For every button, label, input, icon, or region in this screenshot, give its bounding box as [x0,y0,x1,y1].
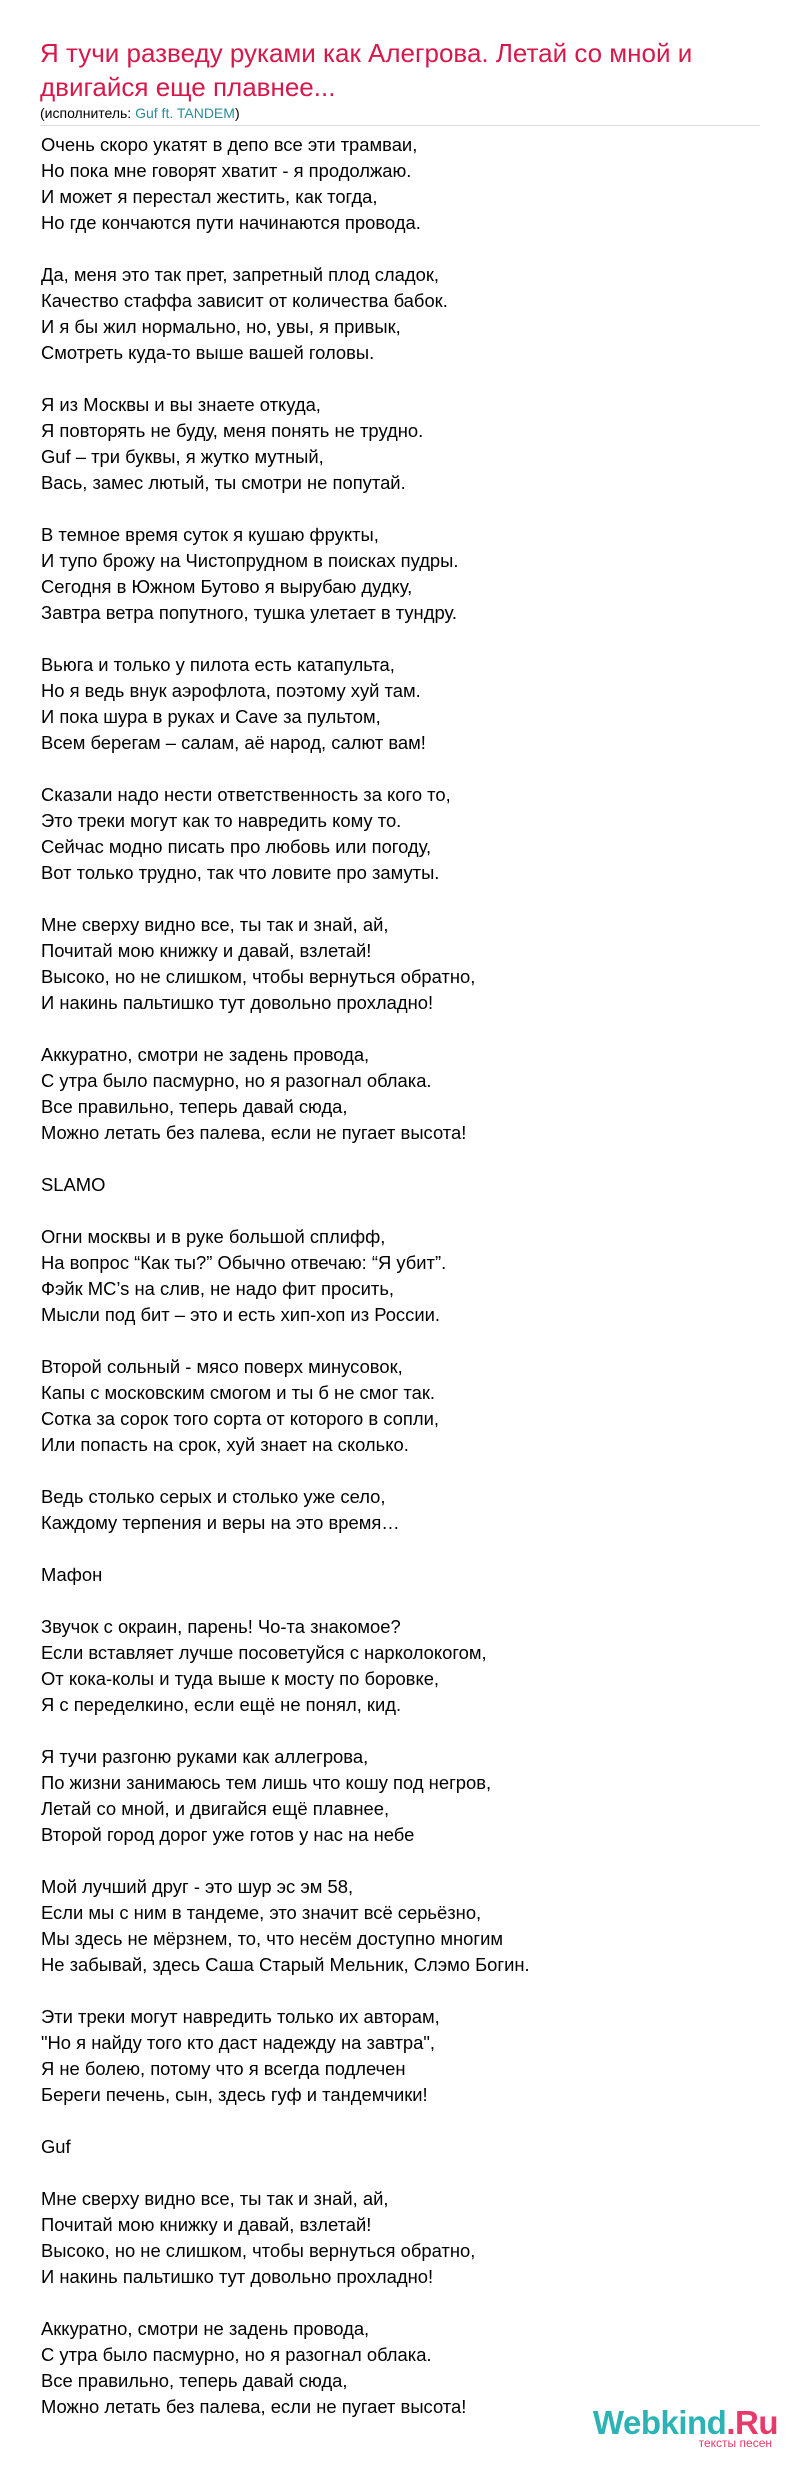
lyric-line: Guf – три буквы, я жутко мутный, [41,446,324,467]
lyric-line: Я повторять не буду, меня понять не трудно. [41,420,424,441]
lyric-line: Смотреть куда-то выше вашей головы. [41,342,375,363]
lyrics-stanza [41,392,761,496]
lyrics-stanza [41,2134,761,2160]
lyric-line: Летай со мной, и двигайся ещё плавнее, [41,1798,390,1819]
lyric-line: Сказали надо нести ответственность за кого то, [41,784,451,805]
byline-prefix: (исполнитель: [40,105,136,121]
lyric-line: Очень скоро укатят в депо все эти трамваи, [41,134,418,155]
lyric-line: В темное время суток я кушаю фрукты, [41,524,379,545]
lyrics-stanza [41,652,761,756]
lyrics-body [41,132,761,2446]
artist-byline [40,104,240,122]
lyric-line: Мы здесь не мёрзнем, то, что несём доступно многим [41,1928,504,1949]
lyric-line: Если мы с ним в тандеме, это значит всё серьёзно, [41,1902,482,1923]
lyric-line: Это треки могут как то навредить кому то. [41,810,402,831]
lyrics-stanza [41,132,761,236]
lyric-line: Но я ведь внук аэрофлота, поэтому хуй там. [41,680,421,701]
lyric-line: От кока-колы и туда выше к мосту по боровке, [41,1668,440,1689]
lyric-line: Мысли под бит – это и есть хип-хоп из России. [41,1304,440,1325]
lyric-line: Мне сверху видно все, ты так и знай, ай, [41,2188,389,2209]
lyric-line: Вьюга и только у пилота есть катапульта, [41,654,395,675]
lyric-line: Сейчас модно писать про любовь или погоду, [41,836,432,857]
lyrics-stanza [41,2186,761,2290]
lyric-line: Да, меня это так прет, запретный плод сладок, [41,264,440,285]
artist-link[interactable]: Guf ft. TANDEM [135,105,235,121]
lyrics-stanza [41,1614,761,1718]
lyrics-stanza [41,912,761,1016]
lyric-line: Но где кончаются пути начинаются провода. [41,212,421,233]
lyric-line: Высоко, но не слишком, чтобы вернуться обратно, [41,2240,476,2261]
lyric-line: Мне сверху видно все, ты так и знай, ай, [41,914,389,935]
lyric-line: И накинь пальтишко тут довольно прохладно! [41,992,434,1013]
logo-main-text: Webkind [592,2404,727,2441]
lyric-line: Аккуратно, смотри не задень провода, [41,1044,370,1065]
lyrics-stanza [41,782,761,886]
lyrics-stanza [41,1172,761,1198]
lyric-line: С утра было пасмурно, но я разогнал облака. [41,2344,432,2365]
lyric-line: Капы с московским смогом и ты б не смог так. [41,1382,436,1403]
lyric-line: Не забывай, здесь Саша Старый Мельник, Слэмо Богин. [41,1954,530,1975]
lyrics-stanza [41,1744,761,1848]
lyrics-stanza [41,262,761,366]
lyric-line: Все правильно, теперь давай сюда, [41,2370,348,2391]
site-logo[interactable] [593,2405,778,2449]
lyrics-stanza [41,522,761,626]
lyric-line: Но пока мне говорят хватит - я продолжаю. [41,160,412,181]
lyric-line: И я бы жил нормально, но, увы, я привык, [41,316,401,337]
lyric-line: Или попасть на срок, хуй знает на сколько. [41,1434,409,1455]
lyrics-stanza [41,1562,761,1588]
lyric-line: Высоко, но не слишком, чтобы вернуться обратно, [41,966,476,987]
lyric-line: По жизни занимаюсь тем лишь что кошу под негров, [41,1772,492,1793]
lyrics-stanza [41,2004,761,2108]
lyric-line: Мой лучший друг - это шур эс эм 58, [41,1876,354,1897]
lyric-line: Я не болею, потому что я всегда подлечен [41,2058,406,2079]
lyric-line: И может я перестал жестить, как тогда, [41,186,378,207]
lyrics-stanza [41,1354,761,1458]
lyric-line: И накинь пальтишко тут довольно прохладно! [41,2266,434,2287]
lyric-line: Все правильно, теперь давай сюда, [41,1096,348,1117]
lyric-line: И тупо брожу на Чистопрудном в поисках пудры. [41,550,459,571]
lyrics-stanza [41,1874,761,1978]
lyric-line: Мафон [41,1564,103,1585]
lyric-line: Сегодня в Южном Бутово я вырубаю дудку, [41,576,413,597]
lyric-line: Я из Москвы и вы знаете откуда, [41,394,321,415]
lyric-line: На вопрос “Как ты?” Обычно отвечаю: “Я убит”. [41,1252,447,1273]
lyric-line: Можно летать без палева, если не пугает высота! [41,2396,467,2417]
header-divider [40,125,760,126]
lyric-line: Можно летать без палева, если не пугает высота! [41,1122,467,1143]
lyric-line: Второй сольный - мясо поверх минусовок, [41,1356,403,1377]
lyric-line: С утра было пасмурно, но я разогнал облака. [41,1070,432,1091]
lyric-line: Всем берегам – салам, аё народ, салют вам! [41,732,426,753]
lyric-line: Сотка за сорок того сорта от которого в сопли, [41,1408,439,1429]
lyric-line: Эти треки могут навредить только их авторам, [41,2006,440,2027]
lyric-line: Каждому терпения и веры на это время… [41,1512,400,1533]
byline-suffix: ) [234,105,240,121]
lyric-line: Качество стаффа зависит от количества бабок. [41,290,448,311]
logo-tagline: тексты песен [698,2436,772,2450]
lyric-line: SLAMO [41,1174,106,1195]
lyric-line: Вот только трудно, так что ловите про замуты. [41,862,440,883]
lyric-line: Фэйк MC’s на слив, не надо фит просить, [41,1278,395,1299]
lyric-line: Огни москвы и в руке большой сплифф, [41,1226,386,1247]
lyric-line: "Но я найду того кто даст надежду на завтра", [41,2032,435,2053]
logo-tld-text: .Ru [726,2404,778,2441]
lyric-line: Ведь столько серых и столько уже село, [41,1486,386,1507]
lyric-line: Если вставляет лучше посоветуйся с нарколокогом, [41,1642,487,1663]
lyrics-stanza [41,1224,761,1328]
lyrics-stanza [41,1042,761,1146]
lyric-line: Береги печень, сын, здесь гуф и тандемчики! [41,2084,428,2105]
page-title: Я тучи разведу руками как Алегрова. Летай со мной и двигайся еще плавнее... [40,38,693,102]
lyrics-stanza [41,1484,761,1536]
lyric-line: Guf [41,2136,71,2157]
lyric-line: И пока шура в руках и Cave за пультом, [41,706,381,727]
lyric-line: Звучок с окраин, парень! Чо-та знакомое? [41,1616,401,1637]
lyric-line: Почитай мою книжку и давай, взлетай! [41,2214,372,2235]
lyric-line: Я тучи разгоню руками как аллегрова, [41,1746,369,1767]
lyric-line: Второй город дорог уже готов у нас на небе [41,1824,415,1845]
lyric-line: Аккуратно, смотри не задень провода, [41,2318,370,2339]
lyric-line: Завтра ветра попутного, тушка улетает в тундру. [41,602,457,623]
lyric-line: Я с переделкино, если ещё не понял, кид. [41,1694,402,1715]
lyric-line: Почитай мою книжку и давай, взлетай! [41,940,372,961]
lyric-line: Вась, замес лютый, ты смотри не попутай. [41,472,406,493]
